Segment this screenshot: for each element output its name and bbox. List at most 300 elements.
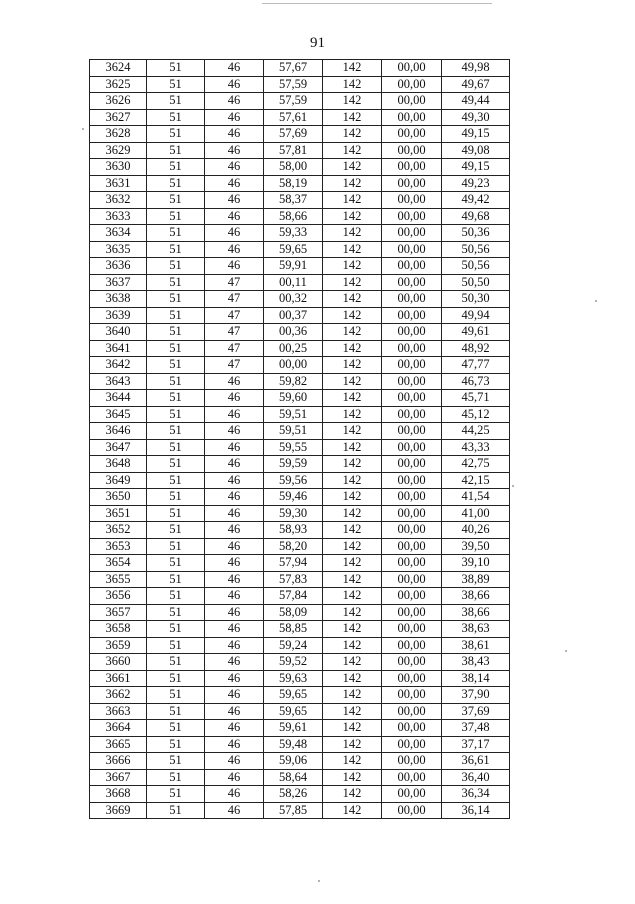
table-cell: 51 xyxy=(147,142,205,159)
table-cell: 142 xyxy=(323,522,382,539)
table-cell: 50,56 xyxy=(442,241,510,258)
table-cell: 3649 xyxy=(90,472,147,489)
table-cell: 46 xyxy=(205,604,264,621)
table-cell: 51 xyxy=(147,522,205,539)
table-cell: 00,00 xyxy=(382,604,442,621)
table-cell: 51 xyxy=(147,753,205,770)
table-cell: 46 xyxy=(205,555,264,572)
table-row xyxy=(90,324,510,341)
table-cell: 3658 xyxy=(90,621,147,638)
table-cell: 36,40 xyxy=(442,769,510,786)
table-cell: 00,00 xyxy=(382,654,442,671)
table-cell: 49,61 xyxy=(442,324,510,341)
table-row xyxy=(90,753,510,770)
table-cell: 59,65 xyxy=(264,687,323,704)
table-cell: 49,30 xyxy=(442,109,510,126)
table-cell: 3629 xyxy=(90,142,147,159)
table-cell: 46 xyxy=(205,736,264,753)
table-cell: 3651 xyxy=(90,505,147,522)
table-cell: 3639 xyxy=(90,307,147,324)
table-cell: 3645 xyxy=(90,406,147,423)
table-cell: 57,83 xyxy=(264,571,323,588)
table-cell: 57,59 xyxy=(264,93,323,110)
table-cell: 49,08 xyxy=(442,142,510,159)
table-cell: 3624 xyxy=(90,60,147,77)
table-cell: 59,91 xyxy=(264,258,323,275)
table-cell: 00,00 xyxy=(382,522,442,539)
table-cell: 51 xyxy=(147,60,205,77)
table-cell: 38,43 xyxy=(442,654,510,671)
table-cell: 3638 xyxy=(90,291,147,308)
table-cell: 37,17 xyxy=(442,736,510,753)
table-cell: 59,82 xyxy=(264,373,323,390)
table-cell: 3642 xyxy=(90,357,147,374)
table-cell: 3631 xyxy=(90,175,147,192)
table-cell: 51 xyxy=(147,390,205,407)
table-cell: 142 xyxy=(323,538,382,555)
table-row xyxy=(90,637,510,654)
table-cell: 36,61 xyxy=(442,753,510,770)
table-cell: 58,37 xyxy=(264,192,323,209)
table-cell: 59,65 xyxy=(264,241,323,258)
table-cell: 00,00 xyxy=(382,60,442,77)
table-cell: 46 xyxy=(205,225,264,242)
table-cell: 38,66 xyxy=(442,604,510,621)
table-cell: 00,00 xyxy=(382,786,442,803)
table-row xyxy=(90,291,510,308)
table-cell: 00,00 xyxy=(382,357,442,374)
table-cell: 51 xyxy=(147,505,205,522)
table-row xyxy=(90,736,510,753)
table-cell: 44,25 xyxy=(442,423,510,440)
table-cell: 142 xyxy=(323,159,382,176)
table-cell: 00,00 xyxy=(382,571,442,588)
table-cell: 46 xyxy=(205,109,264,126)
table-cell: 3661 xyxy=(90,670,147,687)
table-row xyxy=(90,208,510,225)
table-cell: 51 xyxy=(147,76,205,93)
table-row xyxy=(90,307,510,324)
table-cell: 59,51 xyxy=(264,406,323,423)
table-cell: 42,15 xyxy=(442,472,510,489)
table-cell: 46 xyxy=(205,522,264,539)
table-cell: 142 xyxy=(323,340,382,357)
table-cell: 00,36 xyxy=(264,324,323,341)
table-cell: 49,15 xyxy=(442,159,510,176)
table-cell: 00,00 xyxy=(382,588,442,605)
table-cell: 3648 xyxy=(90,456,147,473)
table-cell: 142 xyxy=(323,423,382,440)
table-cell: 38,63 xyxy=(442,621,510,638)
table-cell: 49,98 xyxy=(442,60,510,77)
table-cell: 142 xyxy=(323,274,382,291)
table-cell: 50,56 xyxy=(442,258,510,275)
table-cell: 142 xyxy=(323,439,382,456)
scan-speck xyxy=(565,650,567,652)
table-cell: 39,10 xyxy=(442,555,510,572)
table-cell: 59,59 xyxy=(264,456,323,473)
table-cell: 36,34 xyxy=(442,786,510,803)
table-cell: 3663 xyxy=(90,703,147,720)
table-cell: 59,24 xyxy=(264,637,323,654)
table-cell: 51 xyxy=(147,736,205,753)
table-row xyxy=(90,670,510,687)
table-cell: 47 xyxy=(205,291,264,308)
table-cell: 51 xyxy=(147,670,205,687)
scan-top-rule xyxy=(262,3,492,4)
table-row xyxy=(90,60,510,77)
table-cell: 00,00 xyxy=(382,241,442,258)
table-cell: 57,59 xyxy=(264,76,323,93)
table-cell: 3652 xyxy=(90,522,147,539)
table-cell: 00,00 xyxy=(382,274,442,291)
table-cell: 38,61 xyxy=(442,637,510,654)
table-cell: 50,30 xyxy=(442,291,510,308)
table-cell: 142 xyxy=(323,670,382,687)
table-cell: 59,56 xyxy=(264,472,323,489)
table-cell: 46 xyxy=(205,456,264,473)
table-cell: 00,00 xyxy=(382,505,442,522)
table-cell: 51 xyxy=(147,357,205,374)
table-cell: 57,84 xyxy=(264,588,323,605)
table-row xyxy=(90,687,510,704)
table-cell: 51 xyxy=(147,604,205,621)
table-cell: 47 xyxy=(205,324,264,341)
table-cell: 58,66 xyxy=(264,208,323,225)
table-cell: 58,00 xyxy=(264,159,323,176)
table-cell: 142 xyxy=(323,703,382,720)
table-cell: 46 xyxy=(205,142,264,159)
table-cell: 49,23 xyxy=(442,175,510,192)
table-row xyxy=(90,241,510,258)
table-cell: 3628 xyxy=(90,126,147,143)
table-cell: 00,00 xyxy=(382,208,442,225)
table-cell: 51 xyxy=(147,274,205,291)
table-row xyxy=(90,192,510,209)
table-cell: 3668 xyxy=(90,786,147,803)
table-cell: 51 xyxy=(147,340,205,357)
table-cell: 142 xyxy=(323,175,382,192)
table-cell: 46 xyxy=(205,637,264,654)
table-cell: 51 xyxy=(147,126,205,143)
table-cell: 49,42 xyxy=(442,192,510,209)
table-cell: 142 xyxy=(323,307,382,324)
table-cell: 51 xyxy=(147,769,205,786)
table-cell: 142 xyxy=(323,258,382,275)
table-cell: 48,92 xyxy=(442,340,510,357)
table-row xyxy=(90,604,510,621)
table-cell: 51 xyxy=(147,687,205,704)
scan-speck xyxy=(595,300,597,302)
table-cell: 46 xyxy=(205,571,264,588)
table-cell: 41,00 xyxy=(442,505,510,522)
table-cell: 46 xyxy=(205,258,264,275)
table-cell: 3630 xyxy=(90,159,147,176)
table-cell: 00,00 xyxy=(382,472,442,489)
table-cell: 142 xyxy=(323,357,382,374)
table-cell: 58,93 xyxy=(264,522,323,539)
table-cell: 51 xyxy=(147,373,205,390)
table-cell: 00,00 xyxy=(382,802,442,819)
table-cell: 00,00 xyxy=(382,423,442,440)
table-cell: 3659 xyxy=(90,637,147,654)
table-cell: 142 xyxy=(323,604,382,621)
table-row xyxy=(90,142,510,159)
table-cell: 51 xyxy=(147,291,205,308)
table-cell: 00,00 xyxy=(382,225,442,242)
table-cell: 142 xyxy=(323,76,382,93)
table-cell: 51 xyxy=(147,324,205,341)
table-row xyxy=(90,126,510,143)
table-cell: 46 xyxy=(205,720,264,737)
table-cell: 142 xyxy=(323,753,382,770)
table-cell: 51 xyxy=(147,538,205,555)
table-cell: 00,00 xyxy=(382,109,442,126)
table-cell: 00,00 xyxy=(382,373,442,390)
table-cell: 142 xyxy=(323,505,382,522)
table-cell: 51 xyxy=(147,489,205,506)
table-cell: 46 xyxy=(205,621,264,638)
table-cell: 47 xyxy=(205,274,264,291)
table-cell: 00,00 xyxy=(382,307,442,324)
table-row xyxy=(90,802,510,819)
table-cell: 47 xyxy=(205,340,264,357)
table-row xyxy=(90,505,510,522)
table-cell: 00,00 xyxy=(382,720,442,737)
table-cell: 00,00 xyxy=(382,324,442,341)
table-row xyxy=(90,538,510,555)
table-row xyxy=(90,93,510,110)
table-cell: 46 xyxy=(205,786,264,803)
table-cell: 142 xyxy=(323,93,382,110)
table-cell: 00,00 xyxy=(382,258,442,275)
table-row xyxy=(90,439,510,456)
table-cell: 142 xyxy=(323,142,382,159)
table-cell: 58,64 xyxy=(264,769,323,786)
table-cell: 46 xyxy=(205,208,264,225)
table-row xyxy=(90,258,510,275)
table-row xyxy=(90,390,510,407)
table-cell: 51 xyxy=(147,802,205,819)
table-cell: 00,00 xyxy=(382,637,442,654)
table-cell: 142 xyxy=(323,786,382,803)
table-row xyxy=(90,720,510,737)
table-cell: 51 xyxy=(147,786,205,803)
table-cell: 42,75 xyxy=(442,456,510,473)
table-cell: 45,71 xyxy=(442,390,510,407)
table-row xyxy=(90,654,510,671)
table-cell: 3654 xyxy=(90,555,147,572)
table-cell: 142 xyxy=(323,192,382,209)
table-cell: 47 xyxy=(205,307,264,324)
table-row xyxy=(90,786,510,803)
table-cell: 49,94 xyxy=(442,307,510,324)
table-cell: 51 xyxy=(147,703,205,720)
table-cell: 59,60 xyxy=(264,390,323,407)
table-row xyxy=(90,588,510,605)
table-cell: 142 xyxy=(323,489,382,506)
scan-speck xyxy=(512,485,514,487)
table-cell: 57,67 xyxy=(264,60,323,77)
table-row xyxy=(90,109,510,126)
table-cell: 3633 xyxy=(90,208,147,225)
scan-speck xyxy=(82,128,84,130)
table-cell: 41,54 xyxy=(442,489,510,506)
table-cell: 46 xyxy=(205,241,264,258)
table-cell: 46 xyxy=(205,423,264,440)
table-cell: 3637 xyxy=(90,274,147,291)
table-row xyxy=(90,555,510,572)
table-cell: 3626 xyxy=(90,93,147,110)
table-cell: 51 xyxy=(147,93,205,110)
table-cell: 142 xyxy=(323,736,382,753)
table-cell: 51 xyxy=(147,307,205,324)
table-cell: 46 xyxy=(205,439,264,456)
table-cell: 46 xyxy=(205,175,264,192)
table-cell: 45,12 xyxy=(442,406,510,423)
table-cell: 00,25 xyxy=(264,340,323,357)
table-cell: 00,00 xyxy=(382,126,442,143)
table-cell: 57,85 xyxy=(264,802,323,819)
table-cell: 00,00 xyxy=(382,621,442,638)
table-cell: 00,00 xyxy=(264,357,323,374)
table-cell: 59,51 xyxy=(264,423,323,440)
table-cell: 59,46 xyxy=(264,489,323,506)
table-cell: 46 xyxy=(205,687,264,704)
table-body xyxy=(90,60,510,819)
table-cell: 57,81 xyxy=(264,142,323,159)
table-cell: 58,20 xyxy=(264,538,323,555)
table-row xyxy=(90,406,510,423)
table-cell: 142 xyxy=(323,406,382,423)
table-row xyxy=(90,621,510,638)
table-cell: 3653 xyxy=(90,538,147,555)
table-cell: 3655 xyxy=(90,571,147,588)
table-cell: 00,00 xyxy=(382,390,442,407)
table-cell: 57,69 xyxy=(264,126,323,143)
table-cell: 3643 xyxy=(90,373,147,390)
table-row xyxy=(90,373,510,390)
table-cell: 57,61 xyxy=(264,109,323,126)
table-cell: 51 xyxy=(147,456,205,473)
table-cell: 00,00 xyxy=(382,439,442,456)
table-cell: 46 xyxy=(205,472,264,489)
table-cell: 59,48 xyxy=(264,736,323,753)
table-cell: 49,44 xyxy=(442,93,510,110)
table-cell: 47 xyxy=(205,357,264,374)
table-cell: 46 xyxy=(205,373,264,390)
table-cell: 142 xyxy=(323,324,382,341)
table-cell: 3666 xyxy=(90,753,147,770)
table-cell: 00,00 xyxy=(382,687,442,704)
table-cell: 00,00 xyxy=(382,340,442,357)
table-cell: 36,14 xyxy=(442,802,510,819)
table-cell: 142 xyxy=(323,472,382,489)
table-cell: 142 xyxy=(323,390,382,407)
table-row xyxy=(90,340,510,357)
table-cell: 46 xyxy=(205,489,264,506)
table-cell: 43,33 xyxy=(442,439,510,456)
table-cell: 00,00 xyxy=(382,93,442,110)
table-cell: 142 xyxy=(323,621,382,638)
table-cell: 3647 xyxy=(90,439,147,456)
table-cell: 00,00 xyxy=(382,753,442,770)
table-row xyxy=(90,472,510,489)
table-cell: 00,00 xyxy=(382,159,442,176)
table-row xyxy=(90,571,510,588)
page-number: 91 xyxy=(310,35,325,51)
table-cell: 00,00 xyxy=(382,406,442,423)
table-cell: 00,37 xyxy=(264,307,323,324)
table-cell: 37,69 xyxy=(442,703,510,720)
scan-speck xyxy=(318,880,320,882)
table-cell: 59,63 xyxy=(264,670,323,687)
table-cell: 142 xyxy=(323,654,382,671)
table-cell: 51 xyxy=(147,637,205,654)
table-cell: 142 xyxy=(323,60,382,77)
table-row xyxy=(90,76,510,93)
table-cell: 142 xyxy=(323,637,382,654)
table-cell: 3646 xyxy=(90,423,147,440)
table-cell: 51 xyxy=(147,225,205,242)
table-cell: 46 xyxy=(205,60,264,77)
table-cell: 00,00 xyxy=(382,538,442,555)
table-cell: 38,14 xyxy=(442,670,510,687)
table-cell: 00,11 xyxy=(264,274,323,291)
table-cell: 46 xyxy=(205,703,264,720)
table-cell: 00,00 xyxy=(382,555,442,572)
table-cell: 38,89 xyxy=(442,571,510,588)
table-cell: 00,00 xyxy=(382,670,442,687)
table-cell: 3636 xyxy=(90,258,147,275)
table-cell: 142 xyxy=(323,720,382,737)
table-cell: 46 xyxy=(205,588,264,605)
table-cell: 142 xyxy=(323,225,382,242)
table-cell: 142 xyxy=(323,687,382,704)
table-cell: 00,00 xyxy=(382,192,442,209)
table-cell: 46 xyxy=(205,654,264,671)
table-cell: 51 xyxy=(147,472,205,489)
table-cell: 51 xyxy=(147,571,205,588)
table-cell: 46 xyxy=(205,159,264,176)
table-cell: 46,73 xyxy=(442,373,510,390)
table-cell: 00,00 xyxy=(382,736,442,753)
table-row xyxy=(90,225,510,242)
table-cell: 3640 xyxy=(90,324,147,341)
table-cell: 59,61 xyxy=(264,720,323,737)
table-cell: 46 xyxy=(205,390,264,407)
data-table xyxy=(89,59,510,819)
table-cell: 46 xyxy=(205,538,264,555)
table-cell: 51 xyxy=(147,175,205,192)
table-row xyxy=(90,522,510,539)
table-cell: 59,06 xyxy=(264,753,323,770)
table-cell: 00,32 xyxy=(264,291,323,308)
table-cell: 142 xyxy=(323,571,382,588)
table-cell: 46 xyxy=(205,802,264,819)
table-cell: 51 xyxy=(147,720,205,737)
table-cell: 51 xyxy=(147,208,205,225)
table-cell: 58,19 xyxy=(264,175,323,192)
table-cell: 3641 xyxy=(90,340,147,357)
table-cell: 59,33 xyxy=(264,225,323,242)
table-cell: 46 xyxy=(205,670,264,687)
table-cell: 37,90 xyxy=(442,687,510,704)
table-cell: 142 xyxy=(323,241,382,258)
table-cell: 46 xyxy=(205,505,264,522)
table-cell: 51 xyxy=(147,588,205,605)
table-cell: 46 xyxy=(205,76,264,93)
